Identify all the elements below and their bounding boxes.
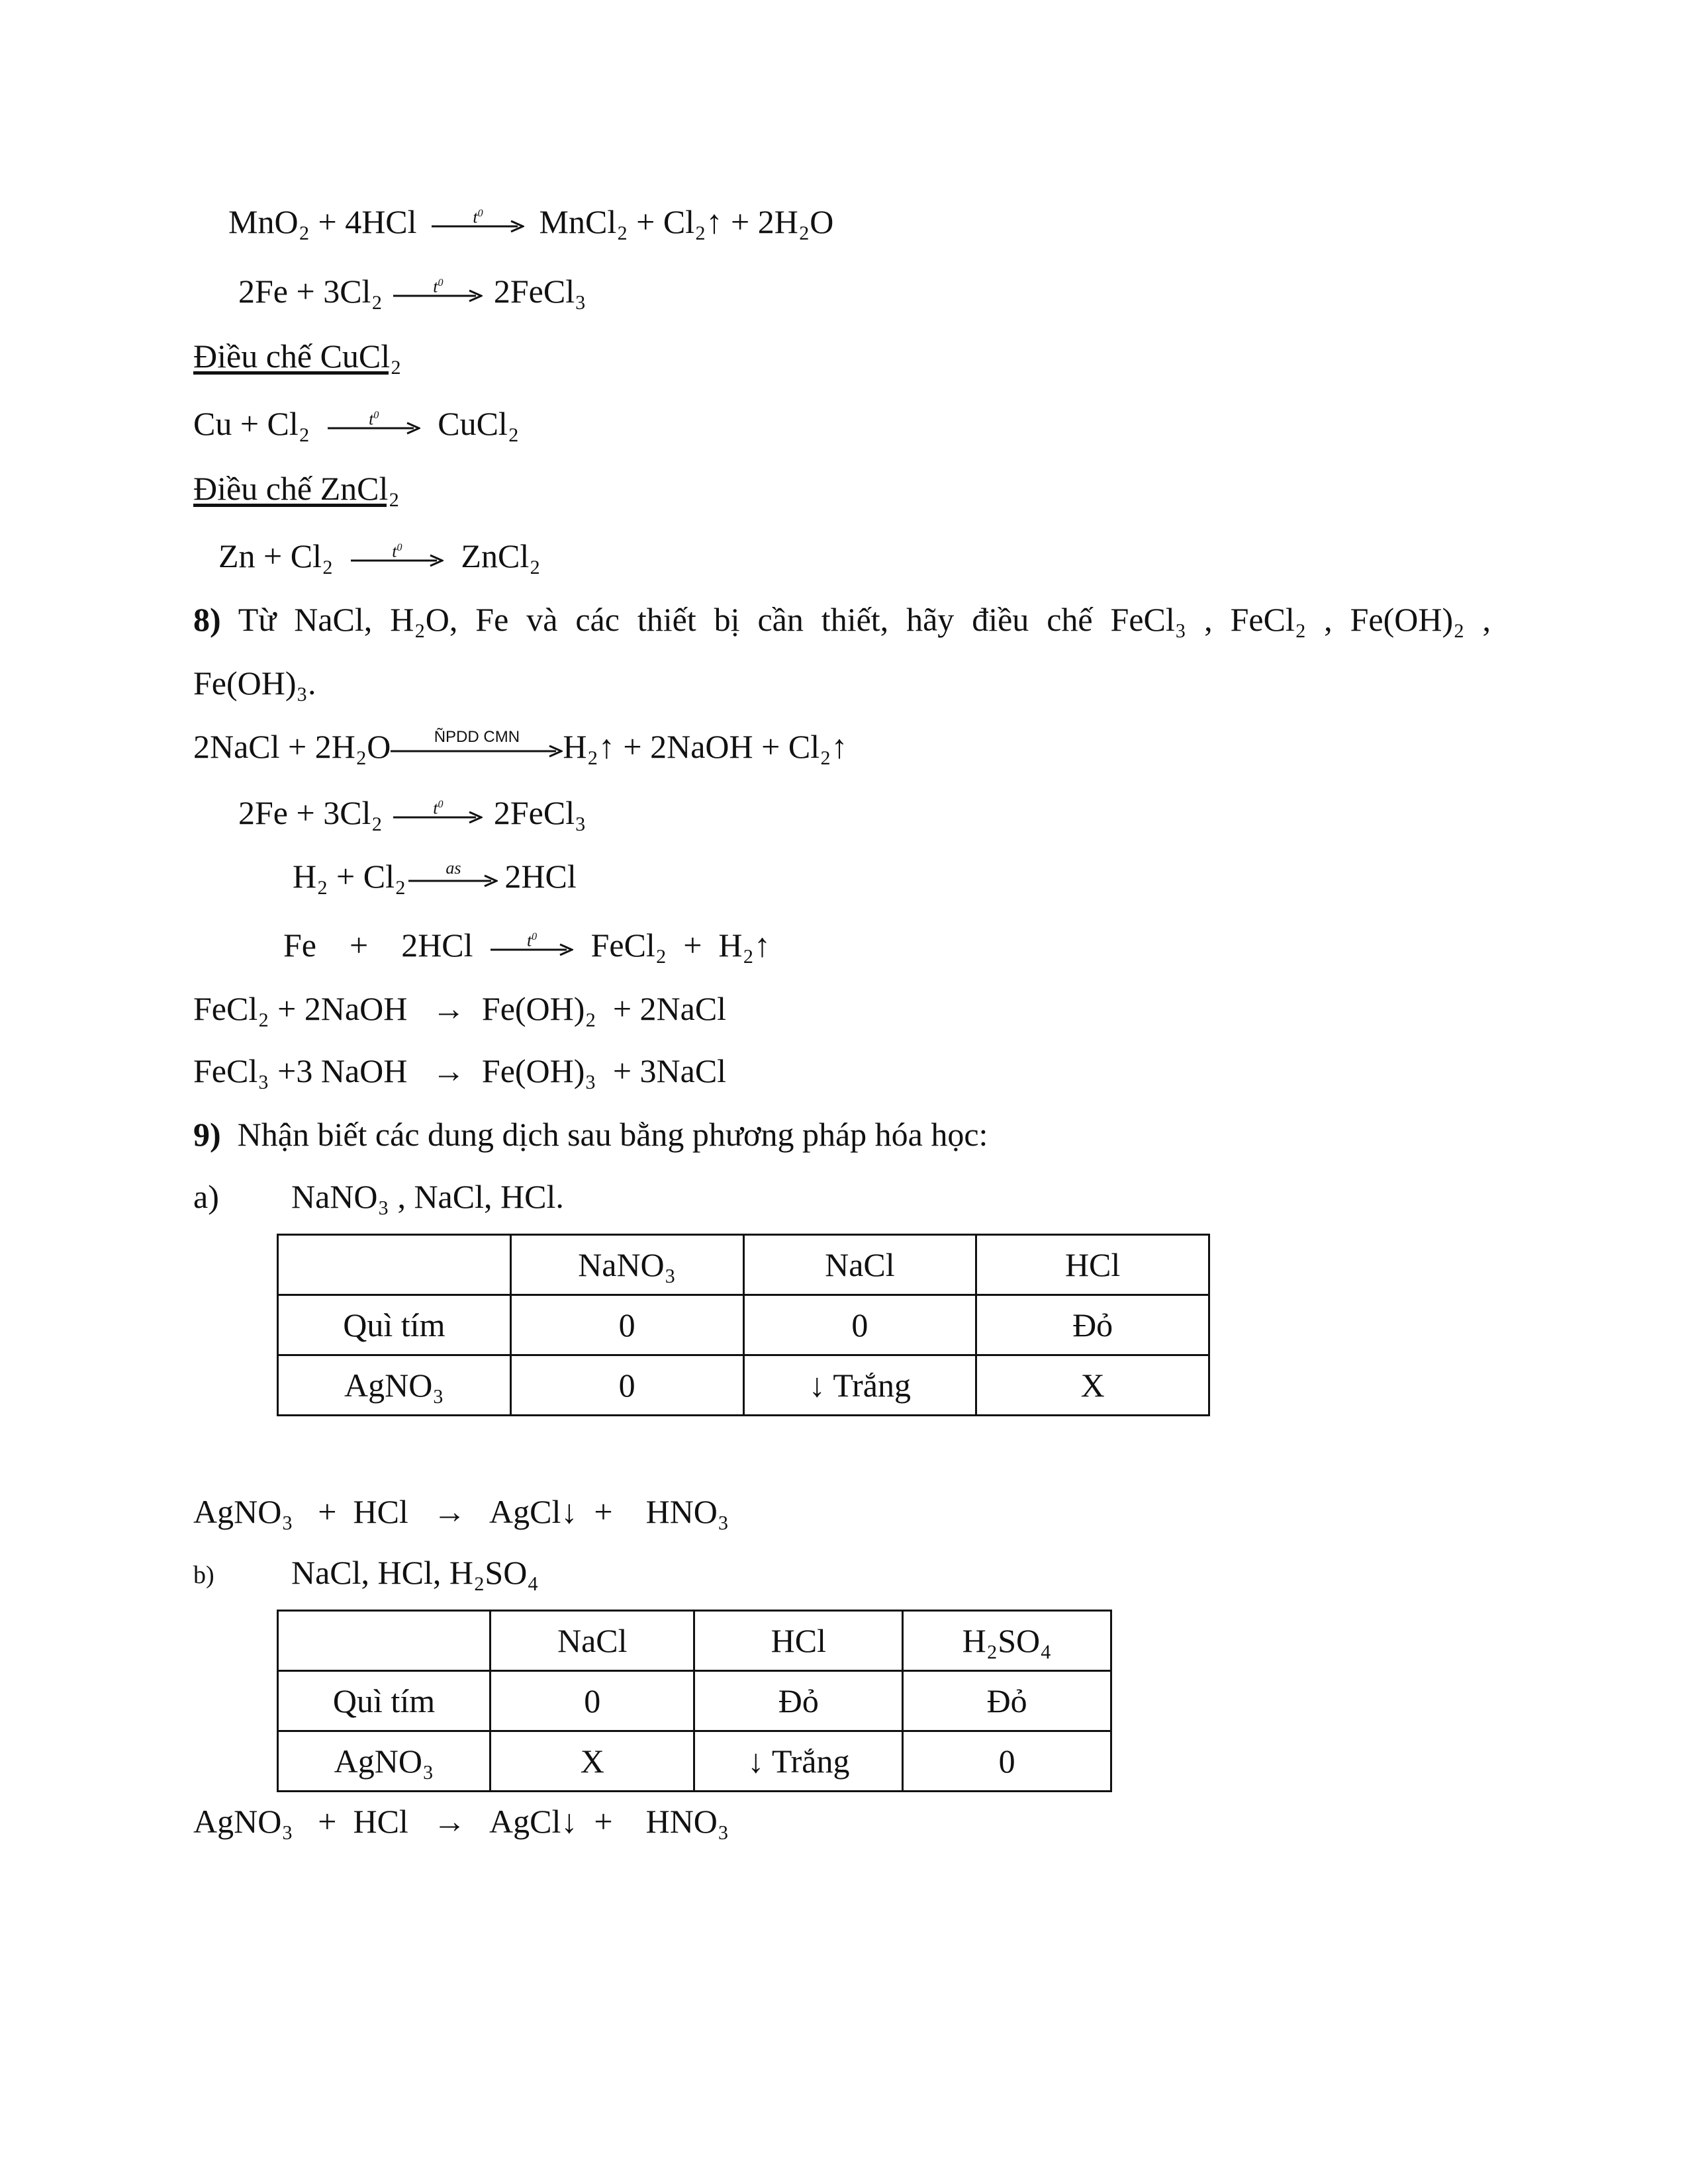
table-row (278, 1731, 1111, 1792)
equation-fecl3-naoh: FeCl₃ +3 NaOH → Fe(OH)₃ + 3NaCl (193, 1052, 727, 1089)
equation-h2-cl2 (293, 856, 577, 896)
equation-fe-cl2 (238, 271, 586, 311)
table-cell: HCl (976, 1235, 1209, 1295)
heat-arrow (351, 541, 444, 567)
electrolysis-arrow (391, 728, 563, 758)
table-cell: 0 (510, 1355, 743, 1416)
table-cell: Quì tím (278, 1671, 491, 1731)
table-cell: NaNO₃ (510, 1235, 743, 1295)
equation-fe-cl2-b (238, 793, 586, 833)
table-cell: ↓ Trắng (743, 1355, 976, 1416)
table-cell: H₂SO₄ (903, 1611, 1111, 1671)
equation-lhs: 2NaCl + 2H₂O (193, 728, 391, 765)
equation-lhs: 2Fe + 3Cl₂ (238, 273, 383, 310)
arrow-label: ÑPDD CMN (434, 728, 520, 746)
question-text: Nhận biết các dung dịch sau bằng phương pháp hóa học: (237, 1116, 988, 1153)
table-a (277, 1234, 1210, 1416)
table-cell: 0 (491, 1671, 694, 1731)
heading-zncl2: Điều chế ZnCl₂ (193, 470, 400, 507)
table-cell: X (976, 1355, 1209, 1416)
table-cell (278, 1611, 491, 1671)
part-a-label: a) (193, 1178, 219, 1215)
heat-arrow (491, 931, 573, 956)
table-cell: HCl (694, 1611, 903, 1671)
table-cell: Đỏ (694, 1671, 903, 1731)
arrow-label: $t^0$ (369, 409, 379, 429)
equation-agno3-hcl-b: AgNO₃ + HCl → AgCl↓ + HNO₃ (193, 1803, 729, 1840)
equation-rhs: 2HCl (504, 858, 577, 895)
equation-agno3-hcl-a: AgNO₃ + HCl → AgCl↓ + HNO₃ (193, 1493, 729, 1530)
question-8-continued: Fe(OH)₃. (193, 664, 316, 702)
equation-rhs: CuCl₂ (438, 405, 520, 442)
equation-rhs: ZnCl₂ (461, 537, 541, 574)
heat-arrow (432, 207, 524, 233)
table-row (278, 1295, 1209, 1355)
equation-lhs: Cu + Cl₂ (193, 405, 310, 442)
table-cell: Đỏ (903, 1671, 1111, 1731)
heat-arrow (393, 798, 483, 824)
arrow-label: as (445, 858, 461, 878)
table-cell: 0 (510, 1295, 743, 1355)
heading-cucl2: Điều chế CuCl₂ (193, 338, 402, 375)
equation-rhs: MnCl₂ + Cl₂↑ + 2H₂O (539, 203, 834, 240)
equation-lhs: Fe + 2HCl (283, 927, 473, 964)
equation-fecl2-naoh: FeCl₂ + 2NaOH → Fe(OH)₂ + 2NaCl (193, 990, 727, 1027)
table-header-row (278, 1235, 1209, 1295)
part-b-text: NaCl, HCl, H₂SO₄ (291, 1554, 539, 1591)
equation-cu (193, 404, 519, 443)
equation-lhs: Zn + Cl₂ (218, 537, 334, 574)
arrow-label: $t^0$ (433, 277, 444, 296)
table-cell (278, 1235, 511, 1295)
equation-rhs: 2FeCl₃ (493, 273, 586, 310)
table-header-row (278, 1611, 1111, 1671)
equation-fe-hcl (283, 925, 771, 965)
equation-lhs: MnO₂ + 4HCl (228, 203, 417, 240)
question-number: 8) (193, 601, 221, 638)
table-cell: NaCl (491, 1611, 694, 1671)
heat-arrow (393, 277, 483, 302)
equation-rhs: FeCl₂ + H₂↑ (590, 927, 771, 964)
table-cell: Đỏ (976, 1295, 1209, 1355)
equation-rhs: H₂↑ + 2NaOH + Cl₂↑ (563, 728, 848, 765)
table-cell: X (491, 1731, 694, 1792)
arrow-label: $t^0$ (526, 931, 538, 950)
table-cell: AgNO₃ (278, 1731, 491, 1792)
table-cell: 0 (743, 1295, 976, 1355)
table-row (278, 1671, 1111, 1731)
arrow-label: $t^0$ (473, 207, 483, 227)
table-cell: 0 (903, 1731, 1111, 1792)
table-cell: ↓ Trắng (694, 1731, 903, 1792)
heat-arrow (328, 409, 420, 435)
table-row (278, 1355, 1209, 1416)
question-8 (193, 600, 1491, 639)
table-cell: Quì tím (278, 1295, 511, 1355)
equation-zn (218, 536, 541, 576)
question-number: 9) (193, 1116, 221, 1153)
question-9 (193, 1115, 988, 1154)
equation-electrolysis (193, 727, 848, 766)
question-text: Từ NaCl, H₂O, Fe và các thiết bị cần thiết, hãy điều chế FeCl₃ , FeCl₂ , Fe(OH)₂ , (238, 601, 1491, 638)
equation-lhs: H₂ + Cl₂ (293, 858, 406, 895)
table-b (277, 1610, 1112, 1792)
light-arrow (408, 858, 498, 887)
arrow-label: $t^0$ (392, 541, 402, 561)
part-b-label: b) (193, 1561, 214, 1589)
arrow-label: $t^0$ (433, 798, 444, 818)
part-a-text: NaNO₃ , NaCl, HCl. (291, 1178, 564, 1215)
table-cell: AgNO₃ (278, 1355, 511, 1416)
equation-lhs: 2Fe + 3Cl₂ (238, 794, 383, 831)
table-cell: NaCl (743, 1235, 976, 1295)
equation-mno2 (228, 202, 833, 242)
equation-rhs: 2FeCl₃ (493, 794, 586, 831)
